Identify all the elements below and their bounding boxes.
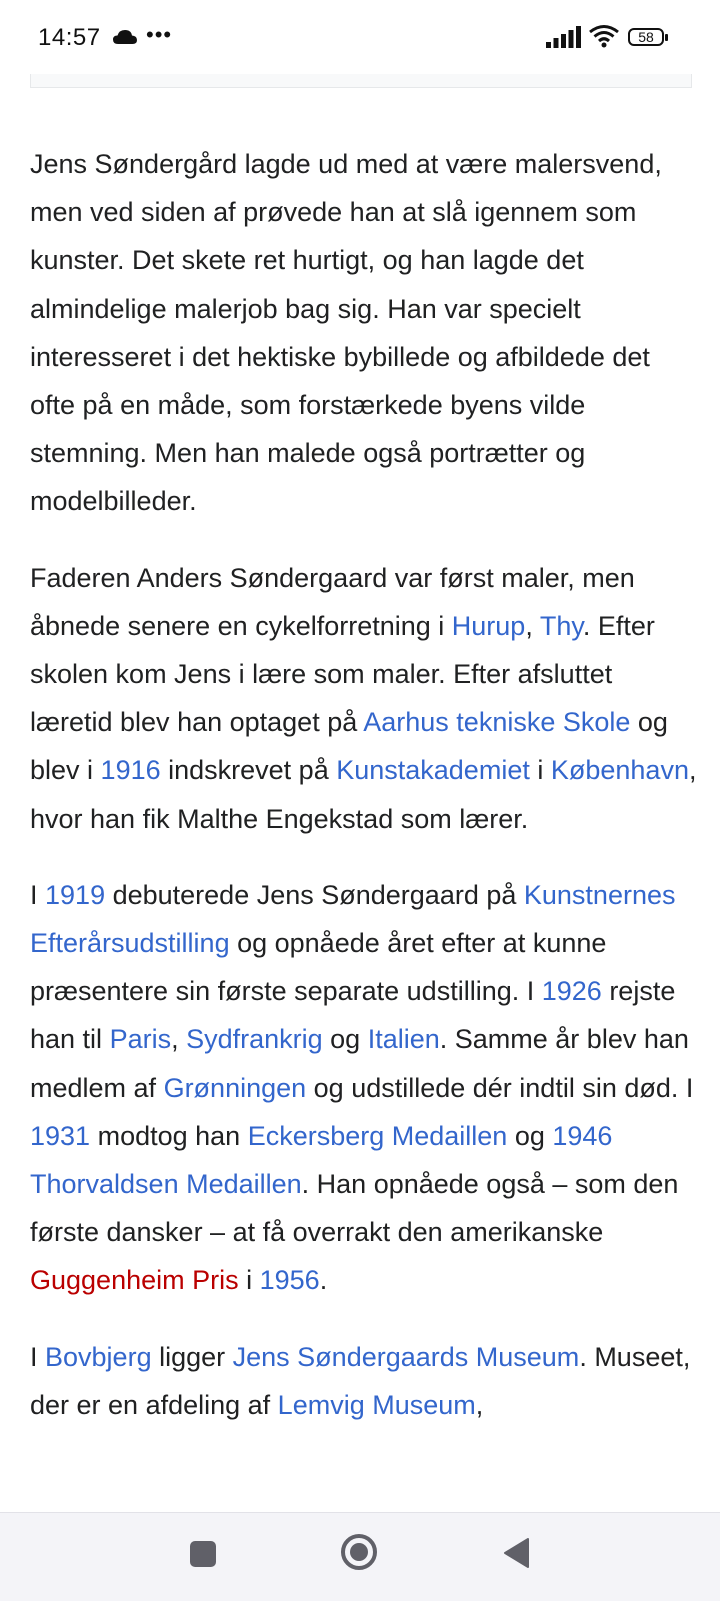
text: og — [322, 1024, 368, 1055]
battery-level: 58 — [638, 29, 654, 45]
text: , — [171, 1024, 187, 1055]
text: , hvor han fik Malthe Engekstad som lærer. — [30, 755, 697, 834]
link-lemvig-museum[interactable]: Lemvig Museum — [277, 1389, 476, 1420]
text: debuterede Jens Søndergaard på — [105, 879, 524, 910]
text: og udstillede dér indtil sin død. I — [306, 1072, 694, 1103]
text: Faderen Anders Søndergaard var først maler, men åbnede senere en cykelforretning i — [30, 562, 635, 641]
link-1946[interactable]: 1946 — [552, 1120, 613, 1151]
link-thy[interactable]: Thy — [539, 610, 583, 641]
link-1956[interactable]: 1956 — [259, 1265, 320, 1296]
signal-icon — [546, 26, 582, 48]
home-circle-icon[interactable] — [340, 1533, 378, 1571]
link-kunstakademiet[interactable]: Kunstakademiet — [336, 755, 530, 786]
text: I — [30, 1341, 46, 1372]
text: i — [238, 1265, 260, 1296]
status-time: 14:57 — [38, 24, 101, 51]
text: . Han opnåede også – som den første dansker – at få overrakt den amerikanske — [30, 1169, 679, 1248]
battery-icon — [628, 28, 670, 48]
link-paris[interactable]: Paris — [109, 1024, 172, 1055]
link-hurup[interactable]: Hurup — [451, 610, 526, 641]
paragraph-3 — [30, 871, 698, 1305]
back-triangle-icon[interactable] — [502, 1537, 530, 1569]
link-eckersberg-medaillen[interactable]: Eckersberg Medaillen — [247, 1120, 508, 1151]
text: og blev i — [30, 707, 668, 786]
status-bar — [0, 0, 720, 74]
system-navigation-bar — [0, 1512, 720, 1601]
cloud-icon — [112, 29, 138, 45]
link-thorvaldsen-medaillen[interactable]: Thorvaldsen Medaillen — [30, 1169, 302, 1200]
link-aarhus-tekniske-skole[interactable]: Aarhus tekniske Skole — [363, 707, 631, 738]
link-italien[interactable]: Italien — [367, 1024, 440, 1055]
link-1919[interactable]: 1919 — [45, 879, 106, 910]
link-1931[interactable]: 1931 — [30, 1120, 91, 1151]
link-guggenheim-pris[interactable]: Guggenheim Pris — [30, 1265, 239, 1296]
more-notifications-icon: ••• — [146, 22, 173, 47]
text: i — [529, 755, 551, 786]
text: . Samme år blev han medlem af — [30, 1024, 689, 1103]
recents-square-icon[interactable] — [190, 1541, 216, 1567]
text: I — [30, 879, 46, 910]
link-1916[interactable]: 1916 — [100, 755, 161, 786]
text: og — [507, 1120, 553, 1151]
paragraph-2 — [30, 554, 698, 843]
text: rejste han til — [30, 976, 676, 1055]
wifi-icon — [588, 24, 620, 48]
article-body — [30, 140, 698, 1457]
link-1926[interactable]: 1926 — [541, 976, 602, 1007]
paragraph-1: Jens Søndergård lagde ud med at være malersvend, men ved siden af prøvede han at slå igennem som kunster. Det skete ret hurtigt, og han lagde det almindelige malerjob bag sig. Han var specielt interesseret i det hektiske bybillede og afbildede det ofte på en måde, som forstærkede byens vilde stemning. Men han malede også portrætter og modelbilleder. — [30, 149, 662, 517]
text: indskrevet på — [160, 755, 337, 786]
text: , — [525, 610, 540, 641]
link-bovbjerg[interactable]: Bovbjerg — [45, 1341, 152, 1372]
link-kobenhavn[interactable]: København — [550, 755, 689, 786]
link-sydfrankrig[interactable]: Sydfrankrig — [186, 1024, 323, 1055]
text: . Museet, der er en afdeling af — [30, 1341, 691, 1420]
link-gronningen[interactable]: Grønningen — [163, 1072, 307, 1103]
text: , — [475, 1389, 484, 1420]
link-jens-sondergaards-museum[interactable]: Jens Søndergaards Museum — [232, 1341, 580, 1372]
text: modtog han — [90, 1120, 248, 1151]
text: . Efter skolen kom Jens i lære som maler. Efter afsluttet læretid blev han optaget på — [30, 610, 655, 738]
link-kunstnernes-efterarsudstilling[interactable]: Kunstnernes Efterårsudstilling — [30, 879, 676, 959]
text: ligger — [151, 1341, 233, 1372]
text: og opnåede året efter at kunne præsentere sin første separate udstilling. I — [30, 928, 607, 1007]
paragraph-4 — [30, 1333, 698, 1429]
text: . — [319, 1265, 328, 1296]
